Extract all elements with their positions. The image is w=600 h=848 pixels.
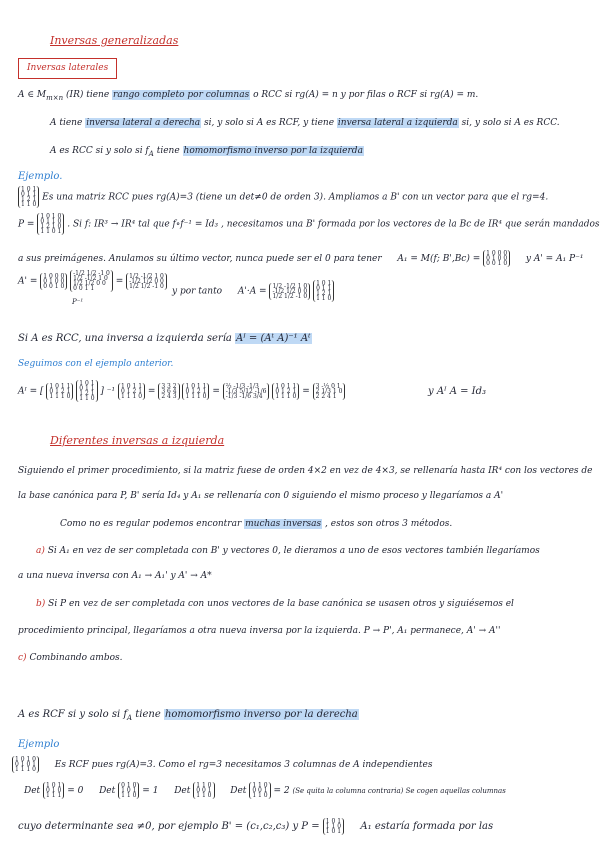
example1-line-3 [18,250,583,267]
text: Det [230,786,247,796]
matrix-row: 0 1 0 0 [43,277,65,285]
intro-line-3 [50,145,364,161]
matrix-m2 [76,380,97,402]
text: = 2 [273,786,290,796]
matrix-row: 1 2 1 [316,290,332,297]
matrix-row: 1 1 0 [79,395,95,402]
matrix-row: 1/2 1/2 -1 0 [129,282,164,290]
section-box [18,58,117,79]
matrix-row: 1 1 0 [21,201,37,208]
text: A ∈ M [18,90,47,100]
matrix-row: 1 1 0 [325,823,342,830]
highlight: rango completo por columnas [113,90,250,100]
matrix-row: 1 1 0 [252,782,268,789]
matrix-row: 1 1 0 [196,782,212,789]
matrix-det-3 [193,782,214,799]
section2-b [36,598,514,611]
section3-line-2 [18,818,493,835]
matrix-row: 1 1 0 [316,295,332,302]
list-marker: c) [18,653,27,663]
matrix-p [37,213,64,235]
page-title: Inversas generalizadas [50,34,179,47]
text: tiene [135,709,161,720]
text: a sus preimágenes. Anulamos su último vector, nunca puede ser el 0 para tener [18,254,382,264]
matrix-row: 0 1 1 [79,385,95,392]
text: tiene [156,146,180,156]
matrix-row: 2 4 3 [161,392,177,400]
text: Es RCF pues rg(A)=3. Como el rg=3 necesitamos 3 columnas de A independientes [54,760,433,770]
matrix-row: 1 0 1 1 [185,382,207,390]
text: ] ⁻¹ [100,386,116,397]
intro-line-2 [50,117,560,130]
text: P = [18,219,35,230]
section3-line-1 [12,756,432,773]
matrix-m3 [158,383,179,400]
text: A es RCF si y solo si f [18,709,128,720]
matrix-row: 1 0 1 1 [49,382,71,390]
matrix-row: 2 1/3 1 0 [315,387,343,395]
section3-example-label: Ejemplo [18,739,60,750]
matrix-aprime-2 [126,273,167,290]
matrix-row: 3 -⅓ 0 1 [315,382,341,390]
section-title-inverses-laterales: Inversas laterales [18,58,117,79]
matrix-row: 0 1 2 1 [185,387,207,395]
formula: Aᴵ = (Aᵗ A)⁻¹ Aᵗ [236,333,311,344]
text: y por tanto [172,286,223,297]
example1-line-2 [18,213,600,235]
text: = 1 [142,786,159,796]
matrix-row: 1 0 1 1 [275,382,297,390]
matrix-check-2 [313,280,334,302]
matrix-m1d [272,383,299,400]
matrix-row: 0 0 1 [252,787,268,794]
example2-label: Seguimos con el ejemplo anterior. [18,359,174,369]
matrix-row: 1 1 1 0 [49,392,71,400]
matrix-row: 1/2 -1/2 1 0 [272,282,308,290]
example1-check [172,280,334,302]
section3-line [18,708,359,725]
matrix-row: 1 1 1 0 [121,392,143,400]
matrix-row: 0 1 1 0 [40,218,62,225]
matrix-row: 0 1 1 [21,191,37,198]
highlight: inversa lateral a izquierda [337,118,458,128]
matrix-row: -1/3 -1/6 3/4 [225,392,263,400]
pinv-label: P⁻¹ [72,298,84,306]
matrix-row: 1 1 1 [46,792,62,799]
formula-line [18,332,312,345]
matrix-row: 2 2 4 1 [315,392,337,400]
text: . Si f: IR³ → IR⁴ tal que f∘f⁻¹ = Id₃ , necesitamos una B' formada por los vectores de la Bc de IR⁴ que serán mandados [67,219,600,230]
text: Det [99,786,116,796]
matrix-row: ⅔ -1/3 -1/3 [225,382,259,390]
text: Combinando ambos. [29,653,123,663]
text: Si A₁ en vez de ser completada con B' y vectores 0, le dieramos a uno de esos vectores también llegaríamos [47,546,540,556]
section2-p2: la base canónica para P, B' sería Id₄ y A₁ se rellenaría con 0 siguiendo el mismo proceso y llegaríamos a A' [18,491,504,501]
text: Det [24,786,41,796]
matrix-a [18,186,39,208]
highlight: muchas inversas [245,519,322,529]
matrix-row: 0 0 1 1 [73,285,95,292]
matrix-row: 1 0 1 [121,787,137,794]
matrix-row: 1 0 1 [325,828,342,835]
matrix-row: 1 1 0 1 [40,228,62,235]
matrix-row: 1 0 1 0 [40,213,62,220]
matrix-row: 1 0 1 [325,818,342,825]
matrix-row: 0 1 2 1 [275,387,297,395]
matrix-row: 0 0 1 [196,787,212,794]
matrix-aprime-1 [40,273,67,290]
matrix-m1c [182,383,209,400]
matrix-row: 0 1 0 1 [15,761,36,768]
matrix-row: 1 0 1 [46,782,62,789]
text: Como no es regular podemos encontrar [60,519,242,529]
text: A₁ estaría formada por las [360,821,494,832]
matrix-row: 1 0 0 0 [43,272,65,280]
section2-b2: procedimiento principal, llegaríamos a otra nueva inversa por la izquierda. P → P', A₁ permanece, A' → A'' [18,626,501,636]
highlight: inversa lateral a derecha [86,118,201,128]
section2-c [18,652,122,665]
matrix-pinv [70,270,113,292]
text: Es una matriz RCC pues rg(A)=3 (tiene un det≠0 de orden 3). Ampliamos a B' con un vector para que el rg=4. [42,192,549,203]
matrix-row: 3 6 4 [161,387,177,395]
text: = [115,276,124,287]
text: = [212,386,220,397]
matrix-row: 1 2 1 0 [40,223,62,230]
matrix-row: 1 0 1 [316,280,332,287]
text: y A' = A₁ P⁻¹ [525,254,584,264]
matrix-det-4 [249,782,270,799]
matrix-row: 3 3 2 [161,382,177,390]
highlight: homomorfismo inverso por la izquierda [183,146,363,156]
list-marker: a) [36,546,45,556]
example2-line [18,380,345,402]
matrix-row: 0 0 1 0 [43,282,65,290]
matrix-row: 1 1 0 [252,792,268,799]
text: Si A es RCC, una inversa a izquierda sería [18,333,232,344]
text: A [127,714,133,722]
text: A es RCC si y solo si f [50,146,149,156]
matrix-det-2 [118,782,139,799]
section2-title: Diferentes inversas a izquierda [50,434,225,447]
matrix-m1 [46,383,73,400]
matrix-row: 1 1 1 0 [15,766,36,773]
text: m×n [46,93,64,102]
matrix-m1b [118,383,145,400]
text: A₁ = M(f; B',Bc) = [397,254,481,264]
matrix-row: 1 1 1 0 [275,392,297,400]
matrix-p-rcf [323,818,344,835]
matrix-row: 1 0 0 0 [486,250,508,257]
text: = [302,386,310,397]
section3-dets [24,782,506,799]
example2-tail: y Aᴵ A = Id₃ [428,386,487,397]
text: (IR) tiene [66,90,110,100]
text: o RCC si rg(A) = n y por filas o RCF si rg(A) = m. [253,90,479,100]
matrix-a-rcf [12,756,39,773]
text: A [148,149,154,158]
matrix-a1 [483,250,510,267]
matrix-row: 1 0 1 [79,380,95,387]
matrix-row: 0 0 1 0 [486,260,508,267]
note: (Se quita la columna contraria) Se cogen aquellas columnas [292,787,506,795]
matrix-row: 1/2 -1/2 1 0 [73,275,108,282]
text: cuyo determinante sea ≠0, por ejemplo B' = (c₁,c₂,c₃) y P = [18,821,320,832]
matrix-m5 [313,383,346,400]
section2-p1: Siguiendo el primer procedimiento, si la matriz fuese de orden 4×2 en vez de 4×3, se rellenaría hasta IR⁴ con los vectores de [18,466,593,476]
matrix-row: 0 1 0 [46,787,62,794]
matrix-row: -1/2 1/2 0 0 [272,287,308,295]
matrix-row: 0 1 1 [316,285,332,292]
matrix-row: 1/2 1/2 0 0 [73,280,106,287]
matrix-row: 1 2 1 [79,390,95,397]
matrix-check-1 [269,283,310,300]
text: A tiene [50,118,83,128]
matrix-row: -1/3 5/12 -1/6 [225,387,267,395]
text: si, y solo si A es RCF, y tiene [204,118,335,128]
text: Si P en vez de ser completada con unos vectores de la base canónica se usasen otros y siguiésemos el [48,599,514,609]
matrix-m4 [223,383,270,400]
text: Aᴵ = [ [18,386,44,397]
text: A'·A = [237,286,267,297]
matrix-row: 1 0 1 1 [121,382,143,390]
example1-line-4 [18,270,167,292]
text: Det [174,786,191,796]
section2-a [36,545,540,558]
highlight: homomorfismo inverso por la derecha [164,709,358,720]
matrix-row: -1/2 1/2 -1 0 [73,270,110,277]
matrix-row: 1 1 1 0 [185,392,207,400]
matrix-row: 1 0 1 [21,186,37,193]
matrix-row: 0 1 0 [121,782,137,789]
matrix-row: 1 2 1 [21,196,37,203]
matrix-row: 1 1 0 [196,792,212,799]
matrix-row: 1 0 1 0 [15,756,36,763]
list-marker: b) [36,599,46,609]
intro-line-1 [18,89,478,105]
example1-line-1 [18,186,548,208]
matrix-row: -1/2 1/2 0 0 [129,277,164,285]
text: = [147,386,156,397]
text: = 0 [67,786,84,796]
matrix-row: 0 1 2 1 [49,387,71,395]
matrix-row: 1/2 1/2 -1 0 [272,292,308,300]
matrix-row: 0 1 2 1 [121,387,143,395]
example-label: Ejemplo. [18,171,63,182]
matrix-det-1 [43,782,64,799]
matrix-row: 1/2 -1/2 1 0 [129,272,164,280]
section2-p3 [60,518,452,531]
section2-a2: a una nueva inversa con A₁ → A₁' y A' → A* [18,571,212,581]
text: A' = [18,276,38,287]
text: , estos son otros 3 métodos. [325,519,453,529]
matrix-row: 0 1 0 0 [486,255,508,262]
text: si, y solo si A es RCC. [461,118,560,128]
matrix-row: 1 1 0 [121,792,137,799]
